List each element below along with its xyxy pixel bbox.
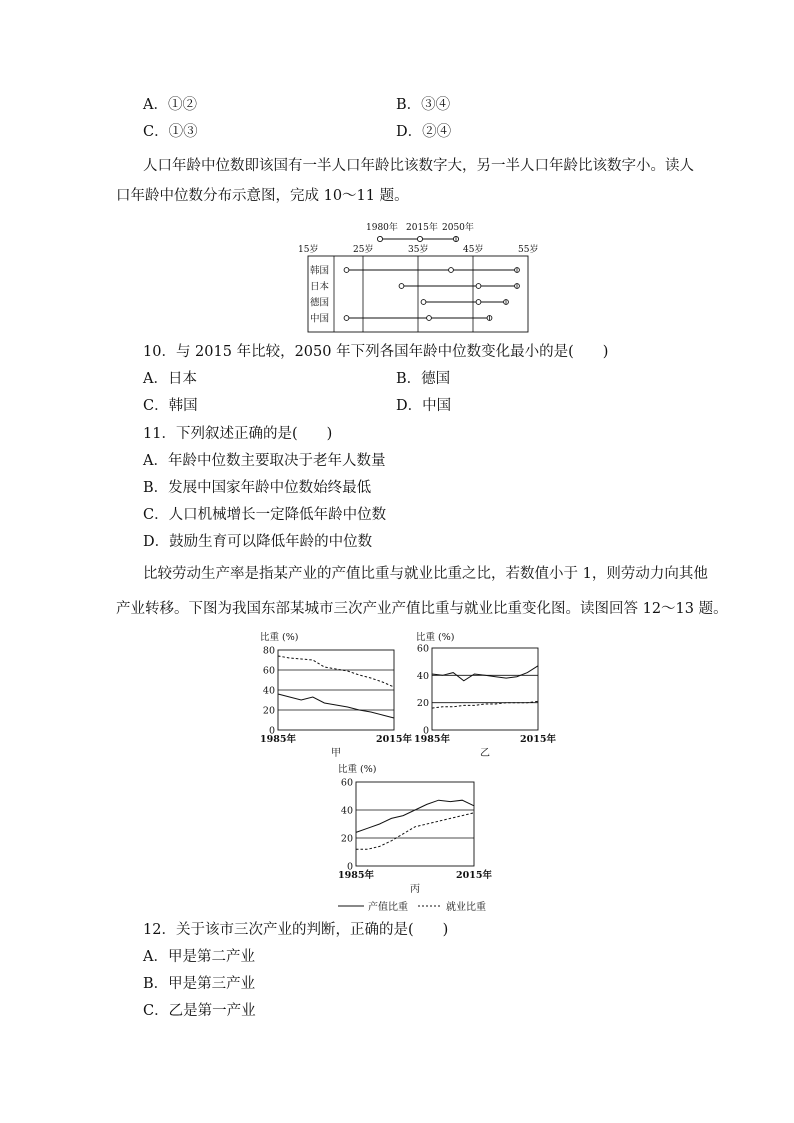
q12-option-c: C．乙是第一产业 <box>143 1003 256 1019</box>
dot-1980年 <box>344 316 349 321</box>
series-产值比重 <box>432 666 538 681</box>
y-axis-label: 比重 (%) <box>260 632 299 643</box>
legend-label-1: 2015年 <box>406 223 438 233</box>
row-label-德国: 德国 <box>310 297 330 309</box>
y-tick-40: 40 <box>262 685 275 697</box>
chart-bing <box>336 762 492 896</box>
x-label-start: 1985年 <box>260 734 296 745</box>
q10-option-a: A．日本 <box>143 371 197 387</box>
tick-label-1: 25岁 <box>353 245 374 255</box>
line-legend <box>336 898 496 914</box>
tick-label-0: 15岁 <box>298 245 319 255</box>
tick-label-4: 55岁 <box>518 245 539 255</box>
dot-1980年 <box>344 268 349 273</box>
q12-option-b: B．甲是第三产业 <box>143 976 256 992</box>
y-tick-60: 60 <box>262 665 275 677</box>
y-tick-20: 20 <box>262 705 275 717</box>
dot-1980年 <box>421 300 426 305</box>
series-产值比重 <box>278 694 394 718</box>
y-tick-40: 40 <box>416 670 429 682</box>
dot-2015年 <box>476 300 481 305</box>
legend-solid-label: 产值比重 <box>368 902 408 913</box>
x-label-end: 2015年 <box>456 870 492 881</box>
x-label-start: 1985年 <box>414 734 450 745</box>
y-tick-0: 0 <box>268 725 275 737</box>
y-tick-60: 60 <box>416 643 429 655</box>
legend-label-0: 1980年 <box>366 223 398 233</box>
q12-option-a: A．甲是第二产业 <box>143 949 255 965</box>
legend-marker-1 <box>417 236 422 241</box>
q11-stem: 11．下列叙述正确的是( ) <box>143 426 333 442</box>
q11-option-a: A．年龄中位数主要取决于老年人数量 <box>143 453 386 469</box>
row-label-中国: 中国 <box>310 313 330 325</box>
intro2-line1: 比较劳动生产率是指某产业的产值比重与就业比重之比，若数值小于 1，则劳动力向其他 <box>143 566 708 582</box>
chart-jia <box>258 630 410 760</box>
y-tick-0: 0 <box>422 725 429 737</box>
y-tick-40: 40 <box>340 805 353 817</box>
series-就业比重 <box>278 656 394 687</box>
x-label-start: 1985年 <box>338 870 374 881</box>
x-label-end: 2015年 <box>376 734 412 745</box>
dot-2015年 <box>449 268 454 273</box>
series-就业比重 <box>356 813 474 849</box>
plot-frame <box>356 782 474 866</box>
row-label-日本: 日本 <box>310 281 330 293</box>
legend-marker-0 <box>377 236 382 241</box>
y-tick-0: 0 <box>346 861 353 873</box>
chart-yi <box>414 630 564 760</box>
y-axis-label: 比重 (%) <box>416 632 455 643</box>
tick-label-2: 35岁 <box>408 245 429 255</box>
intro1-line1: 人口年龄中位数即该国有一半人口年龄比该数字大，另一半人口年龄比该数字小。读人 <box>143 158 694 174</box>
q9-option-a: A．①② <box>143 97 197 113</box>
y-axis-label: 比重 (%) <box>338 764 377 775</box>
legend-label-2: 2050年 <box>442 223 474 233</box>
q10-option-d: D．中国 <box>396 398 452 414</box>
panel-label: 甲 <box>331 748 341 759</box>
dot-2015年 <box>476 284 481 289</box>
q11-option-c: C．人口机械增长一定降低年龄中位数 <box>143 507 387 523</box>
panel-label: 丙 <box>410 884 420 895</box>
q10-stem: 10．与 2015 年比较，2050 年下列各国年龄中位数变化最小的是( ) <box>143 344 609 360</box>
q9-option-b: B．③④ <box>396 97 451 113</box>
x-label-end: 2015年 <box>520 734 556 745</box>
q10-option-b: B．德国 <box>396 371 451 387</box>
tick-label-3: 45岁 <box>463 245 484 255</box>
dot-1980年 <box>399 284 404 289</box>
y-tick-20: 20 <box>340 833 353 845</box>
q11-option-d: D．鼓励生育可以降低年龄的中位数 <box>143 534 373 550</box>
y-tick-60: 60 <box>340 777 353 789</box>
y-tick-20: 20 <box>416 698 429 710</box>
series-产值比重 <box>356 800 474 832</box>
q9-option-c: C．①③ <box>143 124 198 140</box>
dot-2015年 <box>427 316 432 321</box>
y-tick-80: 80 <box>262 645 275 657</box>
q9-option-d: D．②④ <box>396 124 452 140</box>
legend-dashed-label: 就业比重 <box>446 902 486 913</box>
q12-stem: 12．关于该市三次产业的判断，正确的是( ) <box>143 922 449 938</box>
row-label-韩国: 韩国 <box>310 265 330 277</box>
intro2-line2: 产业转移。下图为我国东部某城市三次产业产值比重与就业比重变化图。读图回答 12～13 题。 <box>116 601 728 617</box>
q10-option-c: C．韩国 <box>143 398 198 414</box>
plot-frame <box>432 648 538 730</box>
q11-option-b: B．发展中国家年龄中位数始终最低 <box>143 480 372 496</box>
age-median-chart <box>280 218 540 334</box>
intro1-line2: 口年龄中位数分布示意图，完成 10～11 题。 <box>116 188 409 204</box>
panel-label: 乙 <box>480 748 490 759</box>
